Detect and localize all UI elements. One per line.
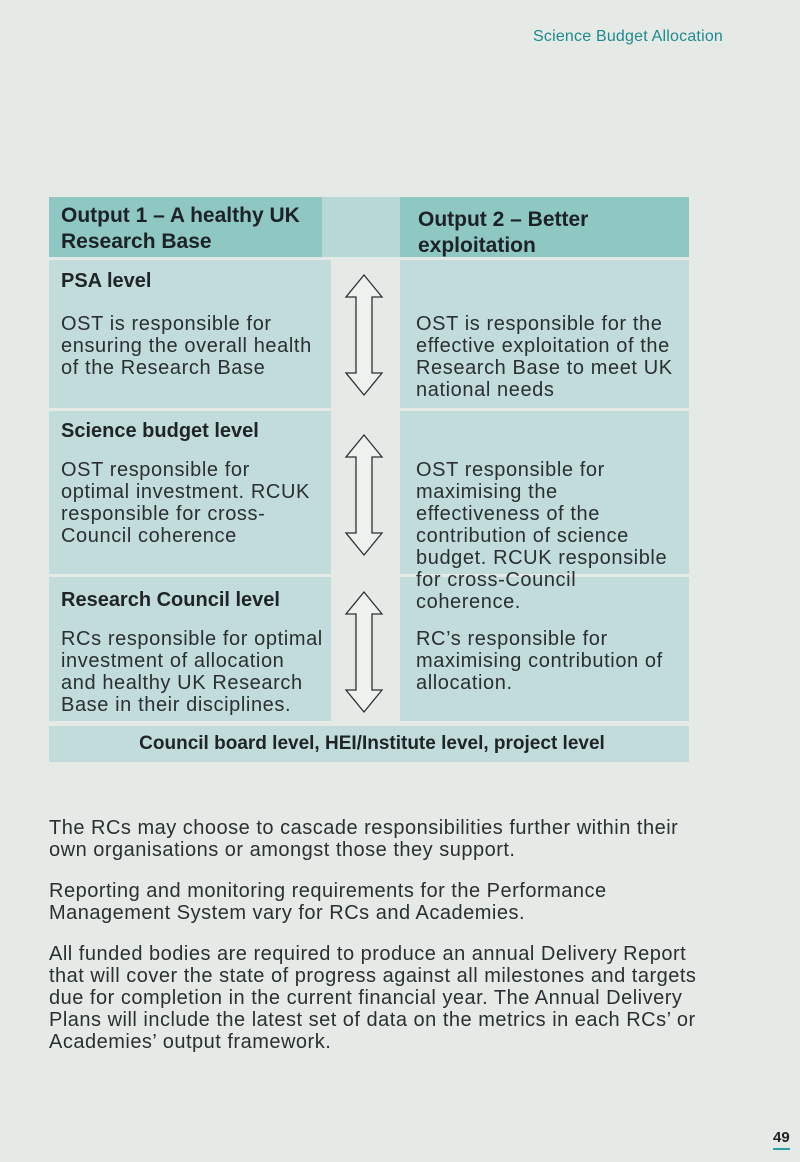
output-1-title: Output 1 – A healthy UK Research Base xyxy=(61,204,300,253)
science-left-text: OST responsible for optimal investment. RCUK responsible for cross-Council coherence xyxy=(61,459,310,547)
rc-left-text: RCs responsible for optimal investment of allocation and healthy UK Research Base in their disciplines. xyxy=(61,628,323,716)
level-label-science-budget: Science budget level xyxy=(61,420,259,442)
level-label-psa: PSA level xyxy=(61,270,152,292)
output-2-title: Output 2 – Better exploitation xyxy=(418,208,589,257)
rc-right-text: RC’s responsible for maximising contribution of allocation. xyxy=(416,628,663,694)
science-right-text: OST responsible for maximising the effectiveness of the contribution of science budget. RCUK responsible for cross-Council coherence. xyxy=(416,459,668,613)
bottom-level-text: Council board level, HEI/Institute level, project level xyxy=(139,733,605,754)
output-1-header xyxy=(49,197,322,257)
paragraph-reporting: Reporting and monitoring requirements for the Performance Management System vary for RCs and Academies. xyxy=(49,880,607,924)
paragraph-cascade: The RCs may choose to cascade responsibilities further within their own organisations or amongst those they support. xyxy=(49,817,679,861)
rc-double-arrow-icon xyxy=(342,590,386,714)
running-head: Science Budget Allocation xyxy=(533,28,724,45)
science-double-arrow-icon xyxy=(342,433,386,557)
psa-right-text: OST is responsible for the effective exploitation of the Research Base to meet UK national needs xyxy=(416,313,673,401)
page-number: 49 xyxy=(773,1129,790,1150)
bottom-level-bar xyxy=(49,726,689,762)
paragraph-delivery-report: All funded bodies are required to produce an annual Delivery Report that will cover the state of progress against all milestones and targets due for completion in the current financial year. The Annual Delivery Plans will include the latest set of data on the metrics in each RCs’ or Academies’ output framework. xyxy=(49,943,697,1053)
header-gap xyxy=(322,197,400,257)
psa-double-arrow-icon xyxy=(342,273,386,397)
level-label-research-council: Research Council level xyxy=(61,589,280,611)
psa-left-text: OST is responsible for ensuring the overall health of the Research Base xyxy=(61,313,312,379)
output-2-header xyxy=(400,197,689,257)
